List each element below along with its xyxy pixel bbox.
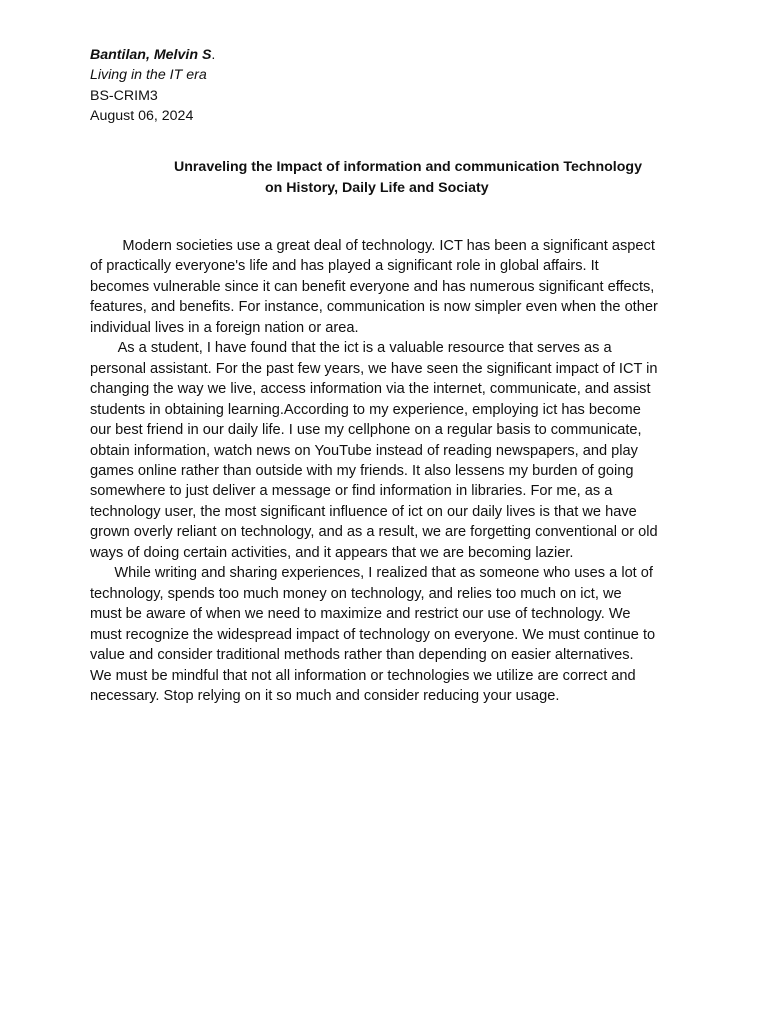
paragraph-line: personal assistant. For the past few years, we have seen the significant impact of ICT in: [90, 360, 658, 377]
paragraph-line: Modern societies use a great deal of technology. ICT has been a significant aspect: [90, 238, 655, 254]
paragraph-line: somewhere to just deliver a message or find information in libraries. For me, as a: [90, 483, 613, 500]
document-title: [90, 157, 768, 199]
author-suffix: .: [211, 47, 216, 63]
paragraph-line: technology, spends too much money on technology, and relies too much on ict, we: [90, 585, 622, 602]
date-label: August 06, 2024: [90, 107, 194, 124]
paragraph-line: students in obtaining learning.According to my experience, employing ict has become: [90, 401, 641, 418]
author-name: Bantilan, Melvin S: [90, 47, 212, 63]
paragraph-line: obtain information, watch news on YouTube instead of reading newspapers, and play: [90, 442, 638, 459]
section-label: BS-CRIM3: [90, 87, 158, 104]
author-line: [90, 45, 215, 65]
title-line-1: Unraveling the Impact of information and communication Technology: [174, 159, 642, 175]
paragraph-line: changing the way we live, access information via the internet, communicate, and assist: [90, 381, 651, 398]
paragraph-line: necessary. Stop relying on it so much and consider reducing your usage.: [90, 687, 560, 704]
paragraph-line: must recognize the widespread impact of technology on everyone. We must continue to: [90, 626, 656, 643]
paragraph-line: must be aware of when we need to maximize and restrict our use of technology. We: [90, 606, 631, 623]
paragraph-line: ways of doing certain activities, and it appears that we are becoming lazier.: [90, 544, 574, 561]
paragraph-line: becomes vulnerable since it can benefit everyone and has numerous significant effects,: [90, 278, 655, 295]
paragraph-line: individual lives in a foreign nation or area.: [90, 319, 359, 336]
paragraph-line: As a student, I have found that the ict is a valuable resource that serves as a: [90, 340, 612, 357]
course-title: Living in the IT era: [90, 67, 207, 84]
title-line-2: on History, Daily Life and Sociaty: [265, 180, 489, 196]
paragraph-3: [90, 563, 680, 706]
paragraph-line: features, and benefits. For instance, communication is now simpler even when the other: [90, 299, 658, 316]
paragraph-line: our best friend in our daily life. I use my cellphone on a regular basis to communicate,: [90, 422, 642, 439]
paragraph-line: grown overly reliant on technology, and as a result, we are forgetting conventional or old: [90, 524, 658, 541]
paragraph-line: technology user, the most significant influence of ict on our daily lives is that we have: [90, 503, 637, 520]
paragraph-line: While writing and sharing experiences, I realized that as someone who uses a lot of: [90, 565, 653, 582]
paragraph-line: games online rather than outside with my friends. It also lessens my burden of going: [90, 462, 634, 479]
paragraph-2: [90, 338, 680, 563]
paragraph-1: [90, 236, 680, 338]
paragraph-line: We must be mindful that not all information or technologies we utilize are correct and: [90, 667, 636, 684]
paragraph-line: value and consider traditional methods rather than depending on easier alternatives.: [90, 647, 634, 664]
author-header: [90, 45, 215, 126]
paragraph-line: of practically everyone's life and has played a significant role in global affairs. It: [90, 258, 599, 275]
essay-body: [90, 236, 680, 706]
